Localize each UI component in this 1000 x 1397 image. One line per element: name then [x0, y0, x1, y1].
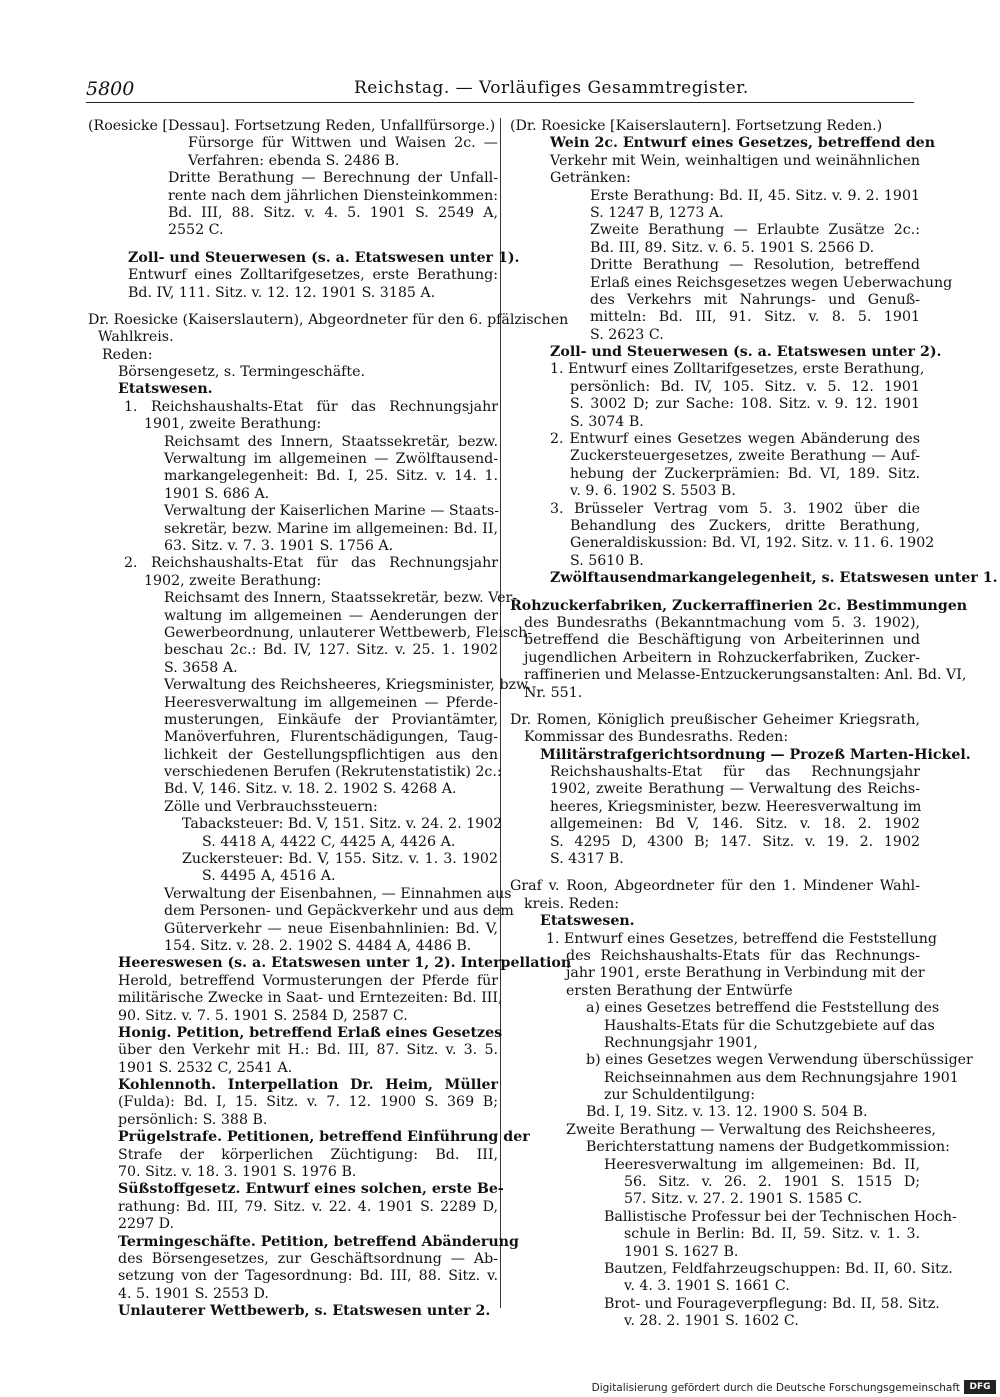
text-line: des Reichshaushalts-Etats für das Rechnungs-: [566, 947, 920, 964]
text-line: Dritte Berathung — Berechnung der Unfall-: [168, 170, 498, 187]
paragraph-gap: [510, 588, 920, 598]
text-line: Graf v. Roon, Abgeordneter für den 1. Mindener Wahl-: [510, 878, 920, 895]
dfg-logo: DFG: [964, 1380, 996, 1394]
text-line: Zweite Berathung — Erlaubte Zusätze 2c.:: [590, 222, 920, 239]
text-line: Bd. V, 146. Sitz. v. 18. 2. 1902 S. 4268 A.: [164, 781, 457, 798]
text-line: S. 3658 A.: [164, 659, 238, 676]
text-line: Erlaß eines Reichsgesetzes wegen Ueberwachung: [590, 274, 953, 291]
text-line: jahr 1901, erste Berathung in Verbindung mit der: [566, 965, 925, 982]
text-line: Termingeschäfte. Petition, betreffend Abänderung: [118, 1233, 519, 1250]
text-line: Bd. IV, 111. Sitz. v. 12. 12. 1901 S. 3185 A.: [128, 284, 436, 301]
text-line: waltung im allgemeinen — Aenderungen der: [164, 607, 498, 624]
text-line: 56. Sitz. v. 26. 2. 1901 S. 1515 D;: [624, 1174, 920, 1191]
text-line: Dr. Romen, Königlich preußischer Geheimer Kriegsrath,: [510, 711, 920, 728]
text-line: ersten Berathung der Entwürfe: [566, 982, 793, 999]
text-line: 154. Sitz. v. 28. 2. 1902 S. 4484 A, 4486 B.: [164, 937, 472, 954]
text-line: Fürsorge für Wittwen und Waisen 2c. —: [188, 135, 498, 152]
text-line: v. 28. 2. 1901 S. 1602 C.: [624, 1313, 799, 1330]
text-line: Nr. 551.: [524, 684, 583, 701]
text-line: Verwaltung im allgemeinen — Zwölftausend-: [164, 451, 498, 468]
page-header: [86, 78, 914, 102]
text-line: Verkehr mit Wein, weinhaltigen und weinähnlichen: [550, 152, 920, 169]
text-line: 1. Reichshaushalts-Etat für das Rechnungsjahr: [124, 398, 498, 415]
text-line: persönlich: Bd. IV, 105. Sitz. v. 5. 12. 1901: [570, 378, 920, 395]
text-line: Bautzen, Feldfahrzeugschuppen: Bd. II, 60. Sitz.: [604, 1261, 953, 1277]
text-line: 3. Brüsseler Vertrag vom 5. 3. 1902 über die: [550, 500, 920, 517]
text-line: Tabacksteuer: Bd. V, 151. Sitz. v. 24. 2. 1902: [182, 816, 503, 833]
text-line: heeres, Kriegsminister, bezw. Heeresverwaltung im: [550, 798, 922, 815]
text-line: S. 2623 C.: [590, 326, 664, 343]
text-line: 2297 D.: [118, 1216, 174, 1233]
text-line: musterungen, Einkäufe der Proviantämter,: [164, 711, 498, 728]
right-column: [510, 118, 998, 1331]
text-line: jugendlichen Arbeitern in Rohzuckerfabriken, Zucker-: [524, 649, 920, 666]
text-line: v. 9. 6. 1902 S. 5503 B.: [570, 483, 736, 500]
text-line: Bd. I, 19. Sitz. v. 13. 12. 1900 S. 504 B.: [586, 1104, 868, 1121]
text-line: Verwaltung der Kaiserlichen Marine — Staats-: [164, 503, 500, 520]
text-line: Gewerbeordnung, unlauterer Wettbewerb, Fleisch-: [164, 624, 533, 641]
text-line: Generaldiskussion: Bd. VI, 192. Sitz. v. 11. 6. 1902: [570, 535, 935, 552]
text-line: allgemeinen: Bd V, 146. Sitz. v. 18. 2. 1902: [550, 816, 920, 833]
text-line: 1902, zweite Berathung — Verwaltung des Reichs-: [550, 781, 920, 798]
text-line: S. 3074 B.: [570, 413, 644, 430]
text-line: 1. Entwurf eines Gesetzes, betreffend die Feststellung: [546, 930, 937, 947]
text-line: des Verkehrs mit Nahrungs- und Genuß-: [590, 291, 920, 308]
paragraph-gap: [510, 868, 920, 878]
text-line: Zuckersteuer: Bd. V, 155. Sitz. v. 1. 3. 1902: [182, 851, 498, 868]
text-line: sekretär, bezw. Marine im allgemeinen: Bd. II,: [164, 520, 498, 537]
text-line: Verfahren: ebenda S. 2486 B.: [188, 152, 400, 169]
text-line: 70. Sitz. v. 18. 3. 1901 S. 1976 B.: [118, 1164, 357, 1181]
text-line: Militärstrafgerichtsordnung — Prozeß Marten-Hickel.: [540, 746, 971, 763]
text-line: Etatswesen.: [118, 381, 213, 398]
text-line: 1901 S. 686 A.: [164, 485, 270, 502]
text-line: 1901 S. 2532 C, 2541 A.: [118, 1059, 293, 1076]
text-line: S. 3002 D; zur Sache: 108. Sitz. v. 9. 12. 1901: [570, 396, 920, 413]
text-line: Reden:: [102, 346, 153, 363]
text-line: Zoll- und Steuerwesen (s. a. Etatswesen unter 2).: [550, 344, 942, 361]
text-line: Bd. III, 89. Sitz. v. 6. 5. 1901 S. 2566 D.: [590, 239, 875, 256]
text-line: dem Personen- und Gepäckverkehr und aus dem: [164, 903, 514, 920]
text-line: betreffend die Beschäftigung von Arbeiterinnen und: [524, 632, 920, 649]
text-line: Kommissar des Bundesraths. Reden:: [524, 729, 789, 746]
paragraph-gap: [510, 702, 920, 712]
text-line: S. 1247 B, 1273 A.: [590, 204, 724, 221]
text-line: Reichseinnahmen aus dem Rechnungsjahre 1901: [604, 1069, 959, 1086]
text-line: Entwurf eines Zolltarifgesetzes, erste Berathung:: [128, 267, 498, 284]
text-line: schule in Berlin: Bd. II, 59. Sitz. v. 1. 3.: [624, 1226, 920, 1243]
text-line: 90. Sitz. v. 7. 5. 1901 S. 2584 D, 2587 C.: [118, 1007, 408, 1024]
text-line: Unlauterer Wettbewerb, s. Etatswesen unter 2.: [118, 1303, 491, 1320]
text-line: Dr. Roesicke (Kaiserslautern), Abgeordneter für den 6. pfälzischen: [88, 311, 569, 328]
text-line: rente nach dem jährlichen Diensteinkommen:: [168, 187, 498, 204]
text-line: Zoll- und Steuerwesen (s. a. Etatswesen unter 1).: [128, 249, 520, 266]
text-line: militärische Zwecke in Saat- und Erntezeiten: Bd. III,: [118, 990, 503, 1007]
text-line: S. 4418 A, 4422 C, 4425 A, 4426 A.: [202, 833, 456, 850]
text-line: Honig. Petition, betreffend Erlaß eines Gesetzes: [118, 1024, 503, 1041]
text-line: Heeresverwaltung im allgemeinen — Pferde-: [164, 694, 498, 711]
text-line: Zuckersteuergesetzes, zweite Berathung — Auf-: [570, 448, 920, 465]
text-line: beschau 2c.: Bd. IV, 127. Sitz. v. 25. 1. 1902: [164, 642, 498, 659]
text-line: Süßstoffgesetz. Entwurf eines solchen, erste Be-: [118, 1181, 504, 1198]
text-line: Zwölftausendmarkangelegenheit, s. Etatswesen unter 1.: [550, 570, 998, 587]
page-number: 5800: [86, 78, 135, 100]
text-line: Dritte Berathung — Resolution, betreffend: [590, 257, 920, 274]
text-line: Verwaltung des Reichsheeres, Kriegsminister, bzw.: [164, 677, 531, 694]
text-line: Wein 2c. Entwurf eines Gesetzes, betreffend den: [550, 135, 936, 152]
text-line: kreis. Reden:: [524, 895, 620, 912]
text-line: Behandlung des Zuckers, dritte Berathung,: [570, 517, 920, 534]
text-line: (Dr. Roesicke [Kaiserslautern]. Fortsetzung Reden.): [510, 118, 883, 134]
footer-credit: Digitalisierung gefördert durch die Deutsche Forschungsgemeinschaft: [591, 1382, 960, 1394]
text-line: Reichsamt des Innern, Staatssekretär, bezw.: [164, 433, 498, 450]
text-line: 2. Reichshaushalts-Etat für das Rechnungsjahr: [124, 555, 498, 572]
footer: [560, 1379, 1000, 1397]
text-line: 1902, zweite Berathung:: [144, 572, 322, 589]
text-line: Heereswesen (s. a. Etatswesen unter 1, 2). Interpellation: [118, 955, 572, 972]
text-line: 2. Entwurf eines Gesetzes wegen Abänderung des: [550, 431, 920, 448]
text-line: Prügelstrafe. Petitionen, betreffend Einführung der: [118, 1129, 530, 1146]
text-line: Rechnungsjahr 1901,: [604, 1034, 758, 1051]
text-line: hebung der Zuckerprämien: Bd. VI, 189. Sitz.: [570, 465, 920, 482]
text-line: Kohlennoth. Interpellation Dr. Heim, Müller: [118, 1077, 498, 1094]
text-line: des Börsengesetzes, zur Geschäftsordnung — Ab-: [118, 1251, 498, 1267]
text-line: setzung von der Tagesordnung: Bd. III, 88. Sitz. v.: [118, 1268, 498, 1285]
text-line: Zölle und Verbrauchssteuern:: [164, 798, 378, 815]
text-line: des Bundesraths (Bekanntmachung vom 5. 3. 1902),: [524, 614, 920, 631]
text-line: S. 4495 A, 4516 A.: [202, 868, 336, 885]
text-line: Rohzuckerfabriken, Zuckerraffinerien 2c. Bestimmungen: [510, 597, 968, 614]
text-line: Herold, betreffend Vormusterungen der Pferde für: [118, 972, 498, 989]
text-line: 57. Sitz. v. 27. 2. 1901 S. 1585 C.: [624, 1191, 863, 1208]
running-title: Reichstag. — Vorläufiges Gesammtregister.: [354, 78, 749, 98]
text-line: mitteln: Bd. III, 91. Sitz. v. 8. 5. 1901: [590, 309, 920, 326]
text-line: Verwaltung der Eisenbahnen, — Einnahmen aus: [164, 885, 512, 902]
text-line: S. 4317 B.: [550, 851, 624, 868]
text-line: Erste Berathung: Bd. II, 45. Sitz. v. 9. 2. 1901: [590, 187, 920, 204]
paragraph-gap: [88, 302, 498, 312]
text-line: 63. Sitz. v. 7. 3. 1901 S. 1756 A.: [164, 537, 394, 554]
text-line: verschiedenen Berufen (Rekrutenstatistik) 2c.:: [164, 764, 502, 781]
text-line: 1901, zweite Berathung:: [144, 416, 322, 433]
text-line: Bd. III, 88. Sitz. v. 4. 5. 1901 S. 2549 A,: [168, 204, 498, 221]
text-line: über den Verkehr mit H.: Bd. III, 87. Sitz. v. 3. 5.: [118, 1042, 498, 1059]
text-line: Heeresverwaltung im allgemeinen: Bd. II,: [604, 1156, 920, 1173]
paragraph-gap: [88, 240, 498, 250]
text-line: Strafe der körperlichen Züchtigung: Bd. III,: [118, 1146, 498, 1163]
text-line: Güterverkehr — neue Eisenbahnlinien: Bd. V,: [164, 920, 498, 937]
text-line: v. 4. 3. 1901 S. 1661 C.: [624, 1278, 790, 1295]
text-line: lichkeit der Gestellungspflichtigen aus den: [164, 746, 498, 763]
text-line: Reichshaushalts-Etat für das Rechnungsjahr: [550, 764, 920, 781]
text-line: rathung: Bd. III, 79. Sitz. v. 22. 4. 1901 S. 2289 D,: [118, 1198, 498, 1215]
text-line: Wahlkreis.: [98, 329, 174, 346]
text-line: Zweite Berathung — Verwaltung des Reichsheeres,: [566, 1121, 936, 1138]
text-line: (Fulda): Bd. I, 15. Sitz. v. 7. 12. 1900 S. 369 B;: [118, 1094, 498, 1111]
text-line: Getränken:: [550, 170, 631, 187]
text-line: Reichsamt des Innern, Staatssekretär, bezw. Ver-: [164, 590, 518, 607]
text-line: (Roesicke [Dessau]. Fortsetzung Reden, Unfallfürsorge.): [88, 118, 496, 134]
header-rule: [86, 102, 914, 103]
text-line: S. 4295 D, 4300 B; 147. Sitz. v. 19. 2. 1902: [550, 833, 920, 850]
text-line: persönlich: S. 388 B.: [118, 1111, 268, 1128]
text-line: Manöverfuhren, Flurentschädigungen, Taug-: [164, 729, 498, 746]
text-line: Brot- und Fourageverpflegung: Bd. II, 58. Sitz.: [604, 1295, 940, 1312]
text-line: S. 5610 B.: [570, 552, 644, 569]
text-line: markangelegenheit: Bd. I, 25. Sitz. v. 14. 1.: [164, 468, 498, 485]
text-line: 1901 S. 1627 B.: [624, 1243, 739, 1260]
text-line: Berichterstattung namens der Budgetkommission:: [586, 1139, 950, 1156]
text-line: raffinerien und Melasse-Entzuckerungsanstalten: Anl. Bd. VI,: [524, 667, 967, 684]
text-line: 4. 5. 1901 S. 2553 D.: [118, 1285, 269, 1302]
text-line: 1. Entwurf eines Zolltarifgesetzes, erste Berathung,: [550, 361, 925, 378]
text-line: a) eines Gesetzes betreffend die Feststellung des: [586, 1000, 940, 1017]
text-line: b) eines Gesetzes wegen Verwendung überschüssiger: [586, 1052, 973, 1069]
text-line: Börsengesetz, s. Termingeschäfte.: [118, 364, 366, 381]
text-line: Etatswesen.: [540, 913, 635, 930]
text-line: Haushalts-Etats für die Schutzgebiete auf das: [604, 1017, 935, 1034]
text-line: 2552 C.: [168, 222, 224, 239]
text-line: zur Schuldentilgung:: [604, 1087, 755, 1104]
text-line: Ballistische Professur bei der Technischen Hoch-: [604, 1208, 957, 1225]
